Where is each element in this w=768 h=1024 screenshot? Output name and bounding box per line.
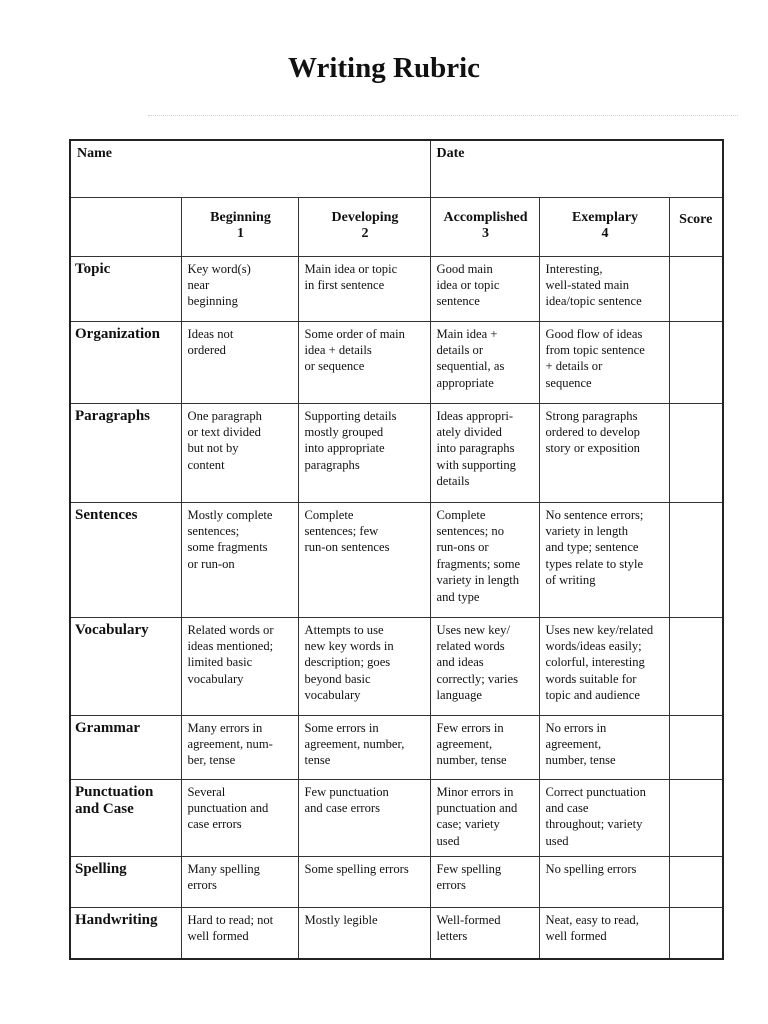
level-number: 4 <box>601 225 609 241</box>
criterion-label: Punctuation and Case <box>70 779 181 856</box>
criterion-label: Paragraphs <box>70 403 181 502</box>
score-cell[interactable] <box>669 256 723 321</box>
descriptor-cell: Few errors in agreement, number, tense <box>430 715 539 779</box>
descriptor-cell: Interesting, well-stated main idea/topic sentence <box>539 256 669 321</box>
level-label: Developing <box>331 209 399 225</box>
rubric-table <box>69 139 724 960</box>
level-header-row <box>70 197 723 256</box>
rubric-row <box>70 617 723 715</box>
level-header-exemplary <box>539 197 669 256</box>
descriptor-cell: Well-formed letters <box>430 907 539 959</box>
descriptor-cell: Hard to read; not well formed <box>181 907 298 959</box>
level-number: 1 <box>237 225 244 241</box>
descriptor-cell: Mostly complete sentences; some fragments or run-on <box>181 502 298 617</box>
descriptor-cell: Many errors in agreement, num- ber, tense <box>181 715 298 779</box>
descriptor-cell: Some spelling errors <box>298 856 430 907</box>
descriptor-cell: Neat, easy to read, well formed <box>539 907 669 959</box>
date-label: Date <box>436 146 465 161</box>
rubric-row <box>70 779 723 856</box>
score-cell[interactable] <box>669 403 723 502</box>
score-cell[interactable] <box>669 715 723 779</box>
descriptor-cell: Good main idea or topic sentence <box>430 256 539 321</box>
descriptor-cell: Some order of main idea + details or sequence <box>298 321 430 403</box>
criterion-label: Handwriting <box>70 907 181 959</box>
descriptor-cell: Strong paragraphs ordered to develop story or exposition <box>539 403 669 502</box>
score-cell[interactable] <box>669 321 723 403</box>
descriptor-cell: Ideas not ordered <box>181 321 298 403</box>
score-cell[interactable] <box>669 617 723 715</box>
score-cell[interactable] <box>669 779 723 856</box>
rubric-row <box>70 907 723 959</box>
criterion-label: Spelling <box>70 856 181 907</box>
level-label: Exemplary <box>571 209 639 225</box>
descriptor-cell: Some errors in agreement, number, tense <box>298 715 430 779</box>
score-cell[interactable] <box>669 502 723 617</box>
level-number: 2 <box>361 225 369 241</box>
name-field[interactable] <box>70 140 430 197</box>
descriptor-cell: Minor errors in punctuation and case; variety used <box>430 779 539 856</box>
descriptor-cell: No sentence errors; variety in length and type; sentence types relate to style of writing <box>539 502 669 617</box>
descriptor-cell: Mostly legible <box>298 907 430 959</box>
descriptor-cell: Complete sentences; few run-on sentences <box>298 502 430 617</box>
descriptor-cell: One paragraph or text divided but not by content <box>181 403 298 502</box>
descriptor-cell: Ideas appropri- ately divided into paragraphs with supporting details <box>430 403 539 502</box>
date-field[interactable] <box>430 140 723 197</box>
descriptor-cell: Attempts to use new key words in description; goes beyond basic vocabulary <box>298 617 430 715</box>
descriptor-cell: Supporting details mostly grouped into appropriate paragraphs <box>298 403 430 502</box>
rubric-row <box>70 256 723 321</box>
level-header-developing <box>298 197 430 256</box>
criterion-label: Sentences <box>70 502 181 617</box>
rubric-row <box>70 715 723 779</box>
descriptor-cell: Main idea + details or sequential, as appropriate <box>430 321 539 403</box>
name-date-row <box>70 140 723 197</box>
criterion-label: Organization <box>70 321 181 403</box>
rubric-row <box>70 856 723 907</box>
level-header-accomplished <box>430 197 539 256</box>
descriptor-cell: No errors in agreement, number, tense <box>539 715 669 779</box>
rubric-row <box>70 321 723 403</box>
descriptor-cell: Few punctuation and case errors <box>298 779 430 856</box>
descriptor-cell: Few spelling errors <box>430 856 539 907</box>
descriptor-cell: Uses new key/related words/ideas easily; colorful, interesting words suitable for topic and audience <box>539 617 669 715</box>
level-header-beginning <box>181 197 298 256</box>
level-label: Beginning <box>210 209 271 225</box>
descriptor-cell: Related words or ideas mentioned; limited basic vocabulary <box>181 617 298 715</box>
score-cell[interactable] <box>669 856 723 907</box>
name-label: Name <box>77 146 112 161</box>
descriptor-cell: Key word(s) near beginning <box>181 256 298 321</box>
descriptor-cell: Several punctuation and case errors <box>181 779 298 856</box>
level-label: Accomplished <box>443 209 528 225</box>
descriptor-cell: Good flow of ideas from topic sentence + details or sequence <box>539 321 669 403</box>
scan-divider <box>148 115 738 116</box>
level-number: 3 <box>482 225 489 241</box>
page-title: Writing Rubric <box>288 52 480 84</box>
descriptor-cell: Many spelling errors <box>181 856 298 907</box>
score-header: Score <box>669 197 723 256</box>
criterion-label: Topic <box>70 256 181 321</box>
rubric-row <box>70 502 723 617</box>
descriptor-cell: Main idea or topic in first sentence <box>298 256 430 321</box>
criterion-label: Grammar <box>70 715 181 779</box>
criterion-header-blank <box>70 197 181 256</box>
descriptor-cell: No spelling errors <box>539 856 669 907</box>
rubric-row <box>70 403 723 502</box>
descriptor-cell: Uses new key/ related words and ideas correctly; varies language <box>430 617 539 715</box>
score-cell[interactable] <box>669 907 723 959</box>
descriptor-cell: Complete sentences; no run-ons or fragments; some variety in length and type <box>430 502 539 617</box>
descriptor-cell: Correct punctuation and case throughout; variety used <box>539 779 669 856</box>
criterion-label: Vocabulary <box>70 617 181 715</box>
